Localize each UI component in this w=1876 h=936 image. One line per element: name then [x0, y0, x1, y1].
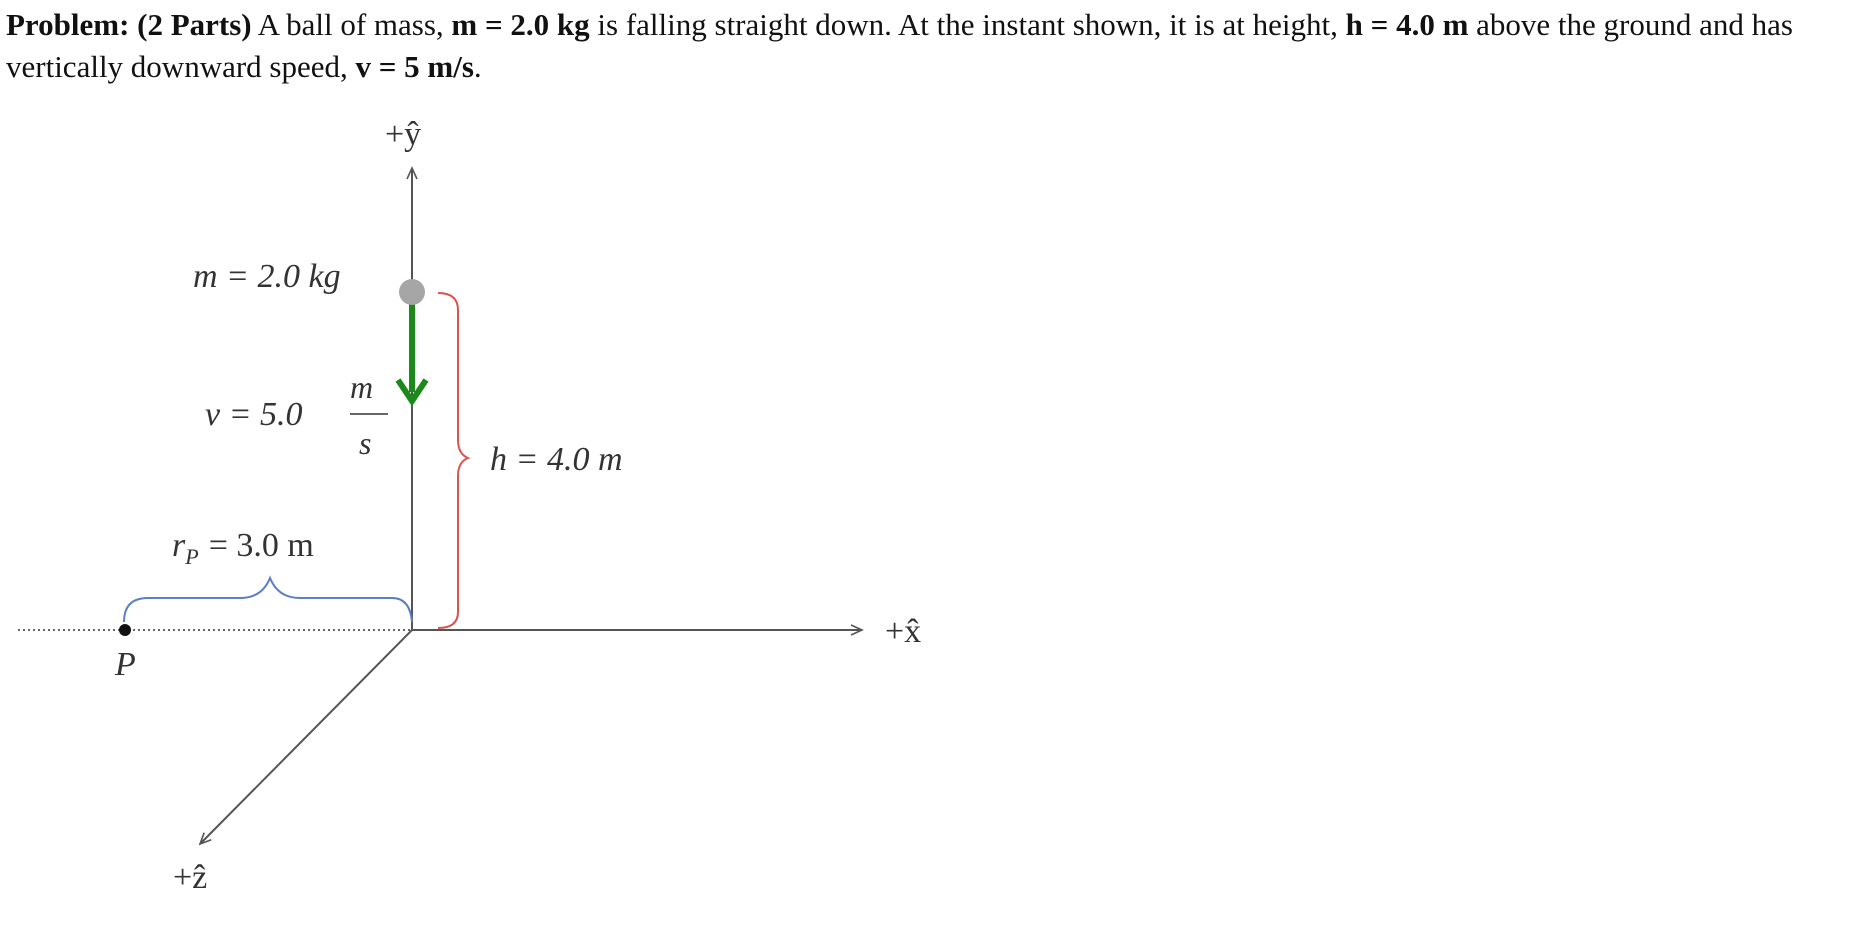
- problem-text-1: A ball of mass,: [251, 7, 452, 42]
- rp-symbol: r: [172, 527, 186, 564]
- velocity-label-denominator: s: [359, 425, 372, 461]
- rp-brace: [124, 578, 412, 622]
- rp-label: [172, 527, 314, 569]
- height-label: h = 4.0 m: [490, 441, 623, 478]
- height-brace: [438, 293, 468, 628]
- mass-label: m = 2.0 kg: [193, 258, 341, 295]
- problem-text-2: is falling straight down. At the instant shown, it is at height,: [589, 7, 1346, 42]
- z-axis-label: +ẑ: [173, 859, 208, 896]
- ball: [399, 279, 425, 305]
- problem-parts: (2 Parts): [137, 7, 252, 42]
- velocity-label-prefix: v = 5.0: [205, 396, 303, 433]
- point-p: [119, 624, 131, 636]
- problem-height-expr: h = 4.0 m: [1345, 7, 1469, 42]
- problem-text-4: .: [473, 49, 482, 84]
- problem-mass-expr: m = 2.0 kg: [451, 7, 590, 42]
- problem-speed-expr: v = 5 m/s: [355, 49, 474, 84]
- x-axis-label: +x̂: [885, 613, 922, 650]
- problem-text-3: above the ground and has vertically downward speed,: [6, 7, 1793, 84]
- z-axis: [200, 630, 412, 844]
- y-axis-label: +ŷ: [385, 116, 422, 153]
- velocity-label-numerator: m: [350, 369, 374, 405]
- rp-value: = 3.0 m: [208, 527, 314, 564]
- problem-lead: Problem:: [6, 7, 130, 42]
- point-p-label: P: [115, 646, 136, 683]
- rp-subscript: P: [185, 544, 199, 569]
